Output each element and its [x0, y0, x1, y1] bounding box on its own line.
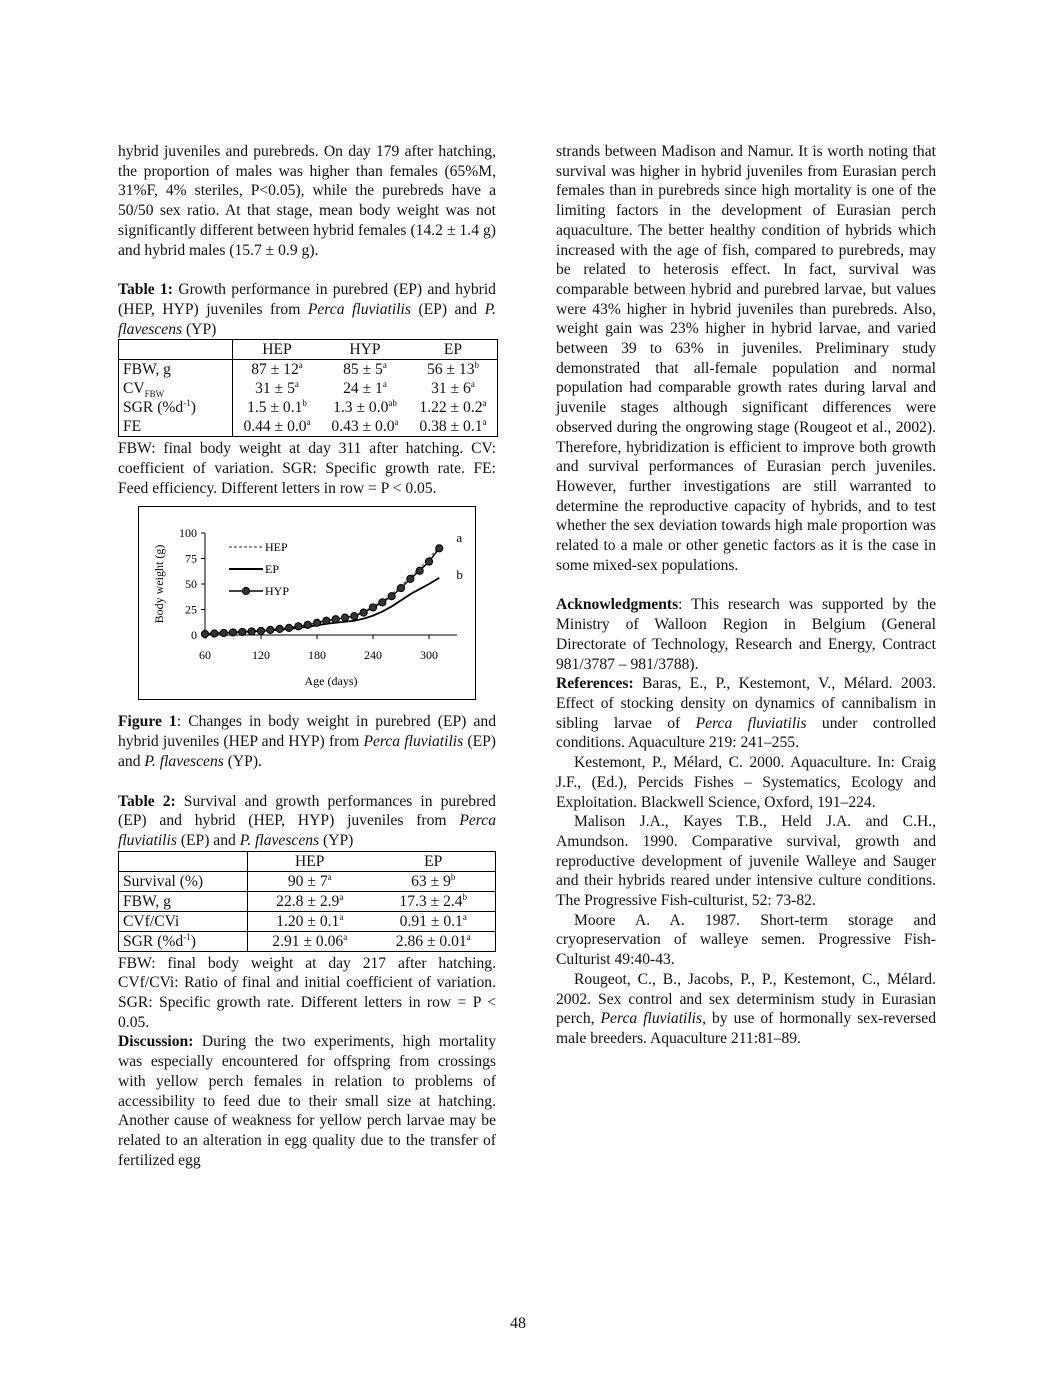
reference-4: Moore A. A. 1987. Short-term storage and cryopreservation of walleye semen. Progressive Fish-Culturist 49:40-43. — [556, 911, 936, 969]
hyp-point — [257, 628, 264, 635]
y-axis-label: Body weight (g) — [152, 545, 166, 624]
reference-5: Rougeot, C., B., Jacobs, P., P., Kestemont, C., Mélard. 2002. Sex control and sex determinism study in Eurasian perch, Perca fluviatilis, by use of hormonally sex-reversed male breeders. Aquaculture 211:81–89. — [556, 970, 937, 1047]
hyp-point — [239, 629, 246, 636]
table-row — [119, 931, 496, 951]
table2-header: HEP — [248, 851, 372, 871]
table-cell: 17.3 ± 2.4$^b$ — [372, 891, 496, 911]
row-label: SGR $(\%d^{-1})$ — [119, 398, 233, 417]
hyp-point — [351, 613, 358, 620]
hyp-point — [425, 558, 432, 565]
references-label: References: — [556, 675, 634, 693]
table-cell: $63 \pm 9^b$ — [372, 871, 496, 891]
hyp-point — [388, 593, 395, 600]
table1-title-text3: (YP) — [182, 320, 217, 338]
chart-annotation: a — [456, 530, 463, 546]
row-label: SGR $(\%d^{-1})$ — [119, 931, 248, 951]
hyp-point — [397, 585, 404, 592]
y-tick-label: 0 — [191, 628, 197, 643]
table2-note: FBW: final body weight at day 217 after hatching. CVf/CVi: Ratio of final and initial coefficient of variation. SGR: Specific growth rate. Different letters in row = P < 0.05. — [118, 954, 496, 1031]
y-tick-label: 75 — [185, 551, 197, 566]
legend-label: EP — [265, 562, 280, 577]
table-row — [119, 417, 498, 437]
hyp-point — [211, 630, 218, 637]
row-label: FE — [119, 417, 233, 437]
table-cell: 0.43 ± 0.0$^a$ — [331, 417, 399, 436]
x-axis-label: Age (days) — [304, 674, 358, 689]
hyp-point — [332, 616, 339, 623]
page-number: 48 — [510, 1315, 526, 1332]
table2-header-row — [119, 851, 496, 871]
hyp-point — [220, 630, 227, 637]
table1-corner — [119, 340, 233, 360]
figure1 — [138, 506, 476, 700]
left-column — [118, 142, 496, 1170]
table1-header: HEP — [233, 340, 322, 360]
x-tick-label: 300 — [420, 648, 438, 663]
table-cell: 0.91 ± 0.1$^a$ — [372, 911, 496, 931]
x-tick-label: 180 — [308, 648, 326, 663]
y-tick-label: 50 — [185, 577, 197, 592]
table1-header: EP — [409, 340, 498, 360]
row-label: FBW, g — [119, 360, 233, 380]
table-cell: $31 \pm 5^a$ — [255, 379, 299, 398]
hyp-point — [248, 628, 255, 635]
table2-label: Table 2: — [118, 792, 176, 810]
hyp-point — [313, 620, 320, 627]
reference-1: References: Baras, E., P., Kestemont, V., Mélard. 2003. Effect of stocking density on dynamics of cannibalism in sibling larvae of Perca fluviatilis under controlled conditions. Aquaculture 219: 241–255. — [556, 675, 937, 752]
discussion-paragraph: Discussion: During the two experiments, high mortality was especially encountered for offspring from crossings with yellow perch females in relation to problems of accessibility to feed due to their small size at hatching. Another cause of weakness for yellow perch larvae may be related to an alteration in egg quality due to the transfer of fertilized egg — [118, 1033, 496, 1169]
chart-annotation: b — [456, 567, 463, 583]
table-cell: 0.44 ± 0.0$^a$ — [243, 417, 311, 436]
row-label: Survival (%) — [119, 871, 248, 891]
x-tick-label: 60 — [199, 648, 211, 663]
table1-title-species2: P. flavescens — [118, 300, 496, 338]
table2 — [118, 851, 496, 952]
row-label: CVf/CVi — [119, 911, 248, 931]
hyp-point — [416, 568, 423, 575]
legend-marker — [242, 588, 249, 595]
table-cell: 22.8 ± 2.9$^a$ — [248, 891, 372, 911]
table1-note: FBW: final body weight at day 311 after hatching. CV: coefficient of variation. SGR: Specific growth rate. FE: Feed efficiency. Different letters in row = P < 0.05. — [118, 440, 496, 497]
table1 — [118, 339, 498, 437]
table1-header-row — [119, 340, 498, 360]
table-row — [119, 911, 496, 931]
table-cell: 2.86 ± 0.01$^a$ — [372, 931, 496, 951]
table1-title-species1: Perca fluviatilis — [307, 300, 411, 318]
hyp-point — [267, 627, 274, 634]
table2-header: EP — [372, 851, 496, 871]
x-tick-label: 240 — [364, 648, 382, 663]
hyp-point — [379, 599, 386, 606]
hyp-point — [304, 622, 311, 629]
table1-title-text: Growth performance in purebred (EP) and hybrid (HEP, HYP) juveniles from — [118, 281, 496, 318]
intro-paragraph: hybrid juveniles and purebreds. On day 179 after hatching, the proportion of males was higher than females (65%M, 31%F, 4% steriles, P<0.05), while the purebreds have a 50/50 sex ratio. At that stage, mean body weight was not significantly different between hybrid females (14.2 ± 1.4 g) and hybrid males (15.7 ± 0.9 g). — [118, 143, 496, 259]
table1-title — [118, 280, 496, 339]
reference-3: Malison J.A., Kayes T.B., Held J.A. and C.H., Amundson. 1990. Comparative survival, growth and reproductive development of juvenile Walleye and Sauger and their hybrids reared under intensive culture conditions. The Progressive Fish-culturist, 52: 73-82. — [556, 813, 936, 910]
table-row — [119, 360, 498, 380]
table-cell: 1.3 ± 0.0$^{ab}$ — [333, 398, 397, 417]
x-tick-label: 120 — [252, 648, 270, 663]
hyp-point — [285, 625, 292, 632]
discussion-label: Discussion: — [118, 1033, 194, 1051]
hyp-point — [407, 576, 414, 583]
legend-label: HEP — [265, 540, 288, 555]
hyp-point — [229, 629, 236, 636]
hyp-point — [323, 618, 330, 625]
table-cell: $90 \pm 7^a$ — [248, 871, 372, 891]
hyp-point — [341, 614, 348, 621]
table-row — [119, 398, 498, 417]
table-cell: $24 \pm 1^a$ — [343, 379, 387, 398]
acknowledgments: Acknowledgments: This research was supported by the Ministry of Walloon Region in Belgium (General Directorate of Technology, Research and Energy, Contract 981/3787 – 981/3788). — [556, 596, 936, 673]
hyp-point — [369, 604, 376, 611]
figure1-label: Figure 1 — [118, 713, 177, 731]
table-cell: $87 \pm 12^a$ — [251, 360, 303, 379]
table-row — [119, 891, 496, 911]
y-tick-label: 25 — [185, 602, 197, 617]
ack-label: Acknowledgments — [556, 596, 679, 614]
table2-corner — [119, 851, 248, 871]
figure1-caption: Figure 1: Changes in body weight in purebred (EP) and hybrid juveniles (HEP and HYP) from Perca fluviatilis (EP) and P. flavescens (YP). — [118, 713, 496, 770]
table-row — [119, 379, 498, 398]
body-weight-chart — [139, 507, 475, 699]
table-row — [119, 871, 496, 891]
table1-label: Table 1: — [118, 281, 173, 299]
y-tick-label: 100 — [179, 526, 197, 541]
right-paragraph: strands between Madison and Namur. It is worth noting that survival was higher in hybrid juveniles from Eurasian perch females than in purebreds since high mortality is one of the limiting factors in the development of Eurasian perch aquaculture. The better healthy condition of hybrids which increased with the age of fish, compared to purebreds, may be related to heterosis effect. In fact, survival was comparable between hybrid and purebred larvae, but values were 43% higher in hybrid juveniles than purebreds. Also, weight gain was 23% higher in hybrid larvae, and varied between 39 to 63% in juveniles. Preliminary study demonstrated that all-female population and normal population had comparable growth rates during larval and juvenile stages although significant differences were observed during the ongrowing stage (Rougeot et al., 2002). Therefore, hybridization is efficient to improve both growth and survival performances of Eurasian perch juveniles. However, further investigations are still warranted to determine the reproductive capacity of hybrids, and to test whether the sex deviation towards high male proportion was related to a male or other genetic factors as it is the case in some mixed-sex populations. — [556, 143, 936, 574]
reference-2: Kestemont, P., Mélard, C. 2000. Aquaculture. In: Craig J.F., (Ed.), Percids Fishes – Systematics, Ecology and Exploitation. Blackwell Science, Oxford, 191–224. — [556, 754, 936, 811]
table1-title-text2: (EP) and — [410, 300, 485, 318]
table-cell: 0.38 ± 0.1$^a$ — [419, 417, 487, 436]
legend-label: HYP — [265, 584, 290, 599]
table-cell: $85 \pm 5^a$ — [343, 360, 387, 379]
table-cell: 1.22 ± 0.2$^a$ — [419, 398, 487, 417]
hyp-point — [436, 545, 443, 552]
right-column — [556, 142, 936, 1049]
table2-title: Table 2: Survival and growth performances in purebred (EP) and hybrid (HEP, HYP) juveniles from Perca fluviatilis (EP) and P. flavescens (YP) — [118, 792, 496, 849]
hyp-point — [201, 631, 208, 638]
row-label: FBW, g — [119, 891, 248, 911]
table1-header: HYP — [321, 340, 409, 360]
row-label: $CV_{FBW}$ — [119, 379, 233, 398]
table-cell: $56 \pm 13^b$ — [426, 360, 479, 379]
table-cell: 1.5 ± 0.1$^b$ — [247, 398, 307, 417]
hyp-point — [360, 609, 367, 616]
hyp-point — [295, 623, 302, 630]
table-cell: 2.91 ± 0.06$^a$ — [248, 931, 372, 951]
table-cell: 1.20 ± 0.1$^a$ — [248, 911, 372, 931]
table-cell: $31 \pm 6^a$ — [431, 379, 475, 398]
hyp-point — [276, 626, 283, 633]
